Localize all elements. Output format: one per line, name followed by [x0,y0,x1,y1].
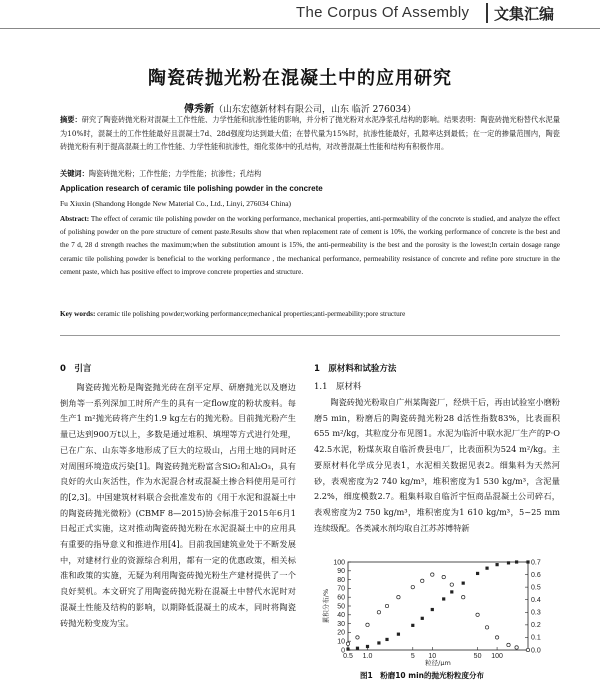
abstract-cn-text: 研究了陶瓷砖抛光粉对混凝土工作性能、力学性能和抗渗性能的影响，并分析了抛光粉对水泥净浆孔结构的影响。结果表明：陶瓷砖抛光粉替代水泥量为10%时，混凝土的工作性能最好且混凝土7d、28d强度均达到最大值；在替代量为15%时，抗渗性能最好，孔隙率达到最低；在一定的掺量范围内，陶瓷砖抛光粉有利于提高混凝土的工作性能、力学性能和抗渗性，细化浆体中的孔结构，对改善混凝土性能和结构有积极作用。 [60,115,560,151]
interval-point [485,626,488,629]
header-separator [486,3,488,23]
x-tick-label: 10 [428,653,437,660]
journal-header [0,0,600,30]
interval-point [346,642,349,645]
cumulative-point [397,633,400,636]
paper-title: 陶瓷砖抛光粉在混凝土中的应用研究 [148,68,452,89]
cumulative-point [462,582,465,585]
y-right-tick-label: 0.2 [531,622,541,630]
y-right-tick-label: 0.1 [531,634,541,642]
x-tick-label: 5 [410,653,415,660]
interval-point [421,579,424,582]
y-left-tick-label: 100 [333,559,345,567]
y-left-tick-label: 20 [337,629,345,637]
keywords-cn [60,167,560,181]
section-0-body [60,380,296,631]
author-name: 傅秀新 [183,104,214,115]
abstract-en-text: The effect of ceramic tile polishing powder on the working performance, mechanical properties, anti-permeability of the concrete is studied, and analyze the effect of polishing powder on the pore structure of cement paste.Results show that when replacement rate of cement is 10%, the working performance of concrete is the best and the 7 d, 28 d strength reaches the maximum;when the substitution amount is 15%, the anti-permeability is the best and the porosity is the lowest;In certain dosage range ceramic tile polishing powder is beneficial to the working performance , the mechanical performance, permeability resistance of concrete and refine pore structure in the cement paste, which has positive effect to improve concrete properties and structure. [60,215,560,276]
y-left-tick-label: 70 [337,585,345,593]
interval-point [356,636,359,639]
section-0-paragraph: 陶瓷砖抛光粉是陶瓷抛光砖在刮平定厚、研磨抛光以及磨边倒角等一系列深加工时所产生的具有一定flow度的粉状废料。每生产1 m²抛光砖将产生约1.9 kg左右的抛光粉。目前抛光粉产生量已达到900万t以上，多数是通过堆积、填埋等方式进行处理，已在广东、山东等多地形成了巨大的垃圾山，占用土地的同时还对周围环境造成污染[1]。陶瓷砖抛光粉富含SiO₂和Al₂O₃，具有良好的火山灰活性，作为水泥混合材或混凝土掺合料使用是可行的[2,3]。中国建筑材料联合会批准发布的《用于水泥和混凝土中的陶瓷砖抛光微粉》(CBMF 8—2015)协会标准于2015年6月1日起正式实施，这对推动陶瓷砖抛光粉在水泥混凝土中的应用具有重要的指导意义和推进作用[4]。目前我国建筑业处于不断发展中，对建材行业的资源综合利用，都有一定的优惠政策，相关标准和政策的实施，无疑为利用陶瓷砖抛光粉生产建材提供了一个良好契机。本文研究了用陶瓷砖抛光粉在混凝土中替代水泥时对混凝土性能及结构的影响，以期降低混凝土的成本，同时将陶瓷砖抛光粉变废为宝。 [60,382,296,628]
interval-point [450,583,453,586]
interval-point [385,604,388,607]
cumulative-point [442,597,445,600]
y-right-tick-label: 0.3 [531,609,541,617]
section-1-1-heading: 1.1 原材料 [314,382,362,392]
section-1-body [314,395,560,536]
y-left-tick-label: 10 [337,638,345,646]
cumulative-point [356,647,359,650]
interval-point [507,643,510,646]
cumulative-point [346,648,349,651]
journal-title-cn: 文集汇编 [494,5,555,23]
x-axis-label: 粒径/μm [425,659,451,666]
keywords-en-text: ceramic tile polishing powder;working performance;mechanical properties;anti-permeability;pore structure [97,310,406,318]
y-left-tick-label: 50 [337,603,345,611]
section-1-paragraph: 陶瓷砖抛光粉取自广州某陶瓷厂，经烘干后，再由试验室小磨粉磨5 min，粉磨后的陶瓷砖抛光粉28 d活性指数83%，比表面积655 m²/kg，其粒度分布见图1。水泥为临沂中联水泥厂生产的P·O 42.5水泥，粉煤灰取自临沂费县电厂，比表面积为524 m²/kg。主要原材料化学成分见表1，水泥相关数据见表2。细集料为天然河砂，表观密度为2 740 kg/m³，堆积密度为1 530 kg/m³，含泥量2.2%，细度模数2.7。粗集料取自临沂宇恒商品混凝土公司碎石，表观密度为2 750 kg/m³，堆积密度为1 610 kg/m³，5~25 mm连续级配。各类减水剂均取自江苏苏博特新 [314,397,560,533]
cumulative-point [366,645,369,648]
interval-point [462,596,465,599]
y-left-tick-label: 30 [337,620,345,628]
x-tick-label: 1.0 [362,653,373,660]
y-right-tick-label: 0.6 [531,571,541,579]
y-right-tick-label: 0.4 [531,597,541,605]
interval-point [495,636,498,639]
cumulative-point [450,590,453,593]
x-tick-label: 0.5 [343,653,353,660]
interval-point [526,648,529,651]
figure-1-chart [322,558,558,666]
header-rule [0,28,600,29]
y-left-tick-label: 80 [337,576,345,584]
y-left-tick-label: 40 [337,612,345,620]
plot-frame [348,562,528,650]
abstract-en-label: Abstract: [60,215,90,223]
interval-point [397,596,400,599]
cumulative-point [495,563,498,566]
y-right-tick-label: 0.5 [531,584,541,592]
cumulative-point [515,560,518,563]
interval-point [515,646,518,649]
abstract-divider [60,335,560,336]
author-affiliation: （山东宏德新材料有限公司，山东 临沂 276034） [213,105,417,115]
journal-title-en: The Corpus Of Assembly [296,4,470,21]
y-axis-label: 累积分布/% [322,588,330,624]
section-1-heading: 1 原材料和试验方法 [314,364,397,374]
abstract-cn-label: 摘要： [60,115,82,124]
x-tick-label: 50 [473,653,482,660]
keywords-en [60,308,560,320]
cumulative-point [485,567,488,570]
abstract-en [60,213,560,279]
paper-title-en: Application research of ceramic tile polishing powder in the concrete [60,184,323,193]
cumulative-point [421,617,424,620]
author-en: Fu Xiuxin (Shandong Hongde New Material Co., Ltd., Linyi, 276034 China) [60,199,292,208]
y-left-tick-label: 60 [337,594,345,602]
x-tick-label: 100 [491,653,503,660]
section-0-heading: 0 引言 [60,364,92,374]
keywords-cn-label: 关键词： [60,169,89,178]
interval-point [411,585,414,588]
cumulative-point [507,561,510,564]
cumulative-point [476,572,479,575]
cumulative-point [526,560,529,563]
interval-point [377,611,380,614]
figure-1-caption: 图1 粉磨10 min的抛光粉粒度分布 [360,671,484,680]
y-left-tick-label: 0 [341,647,345,655]
keywords-en-label: Key words: [60,310,96,318]
keywords-cn-text: 陶瓷砖抛光粉；工作性能；力学性能；抗渗性；孔结构 [88,169,262,178]
abstract-cn [60,113,560,154]
cumulative-point [377,641,380,644]
interval-point [476,613,479,616]
interval-point [442,575,445,578]
y-left-tick-label: 90 [337,568,345,576]
cumulative-point [385,638,388,641]
interval-point [431,573,434,576]
interval-point [366,623,369,626]
cumulative-point [431,608,434,611]
y-right-tick-label: 0.0 [531,647,541,655]
cumulative-point [411,624,414,627]
y-right-tick-label: 0.7 [531,559,541,567]
